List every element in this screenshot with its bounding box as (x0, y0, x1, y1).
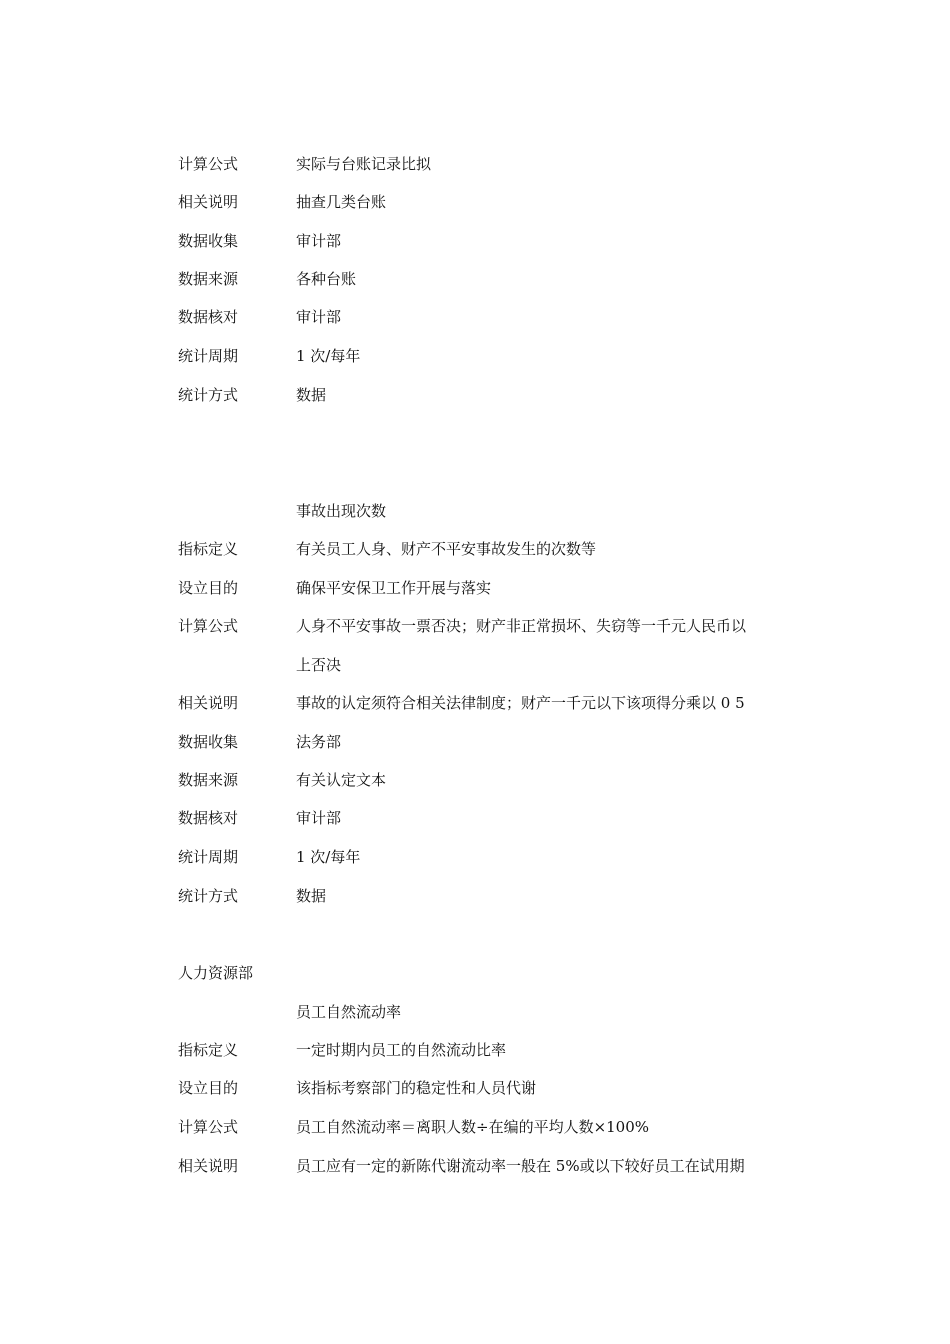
row-value: 上否决 (296, 656, 342, 674)
indicator-title (0, 1001, 950, 1023)
row-value: 1 次/每年 (296, 347, 361, 365)
department-heading (0, 962, 950, 984)
row-label: 数据来源 (178, 771, 239, 789)
row-label: 数据核对 (178, 308, 239, 326)
table-row (0, 807, 950, 829)
row-label: 数据核对 (178, 809, 239, 827)
row-label: 指标定义 (178, 540, 239, 558)
row-label: 计算公式 (178, 1118, 239, 1136)
table-row (0, 885, 950, 907)
table-row (0, 191, 950, 213)
row-label: 设立目的 (178, 1079, 239, 1097)
row-value: 该指标考察部门的稳定性和人员代谢 (296, 1079, 537, 1097)
row-label: 统计周期 (178, 347, 239, 365)
row-value: 确保平安保卫工作开展与落实 (296, 579, 492, 597)
table-row (0, 1077, 950, 1099)
row-value: 员工自然流动率＝离职人数÷在编的平均人数×100% (296, 1118, 650, 1136)
row-label: 统计周期 (178, 848, 239, 866)
row-value: 各种台账 (296, 270, 357, 288)
row-label: 数据收集 (178, 733, 239, 751)
row-value: 法务部 (296, 733, 342, 751)
row-value: 有关认定文本 (296, 771, 387, 789)
indicator-title-text: 事故出现次数 (296, 502, 387, 520)
table-row (0, 1155, 950, 1177)
row-value: 审计部 (296, 232, 342, 250)
row-label: 设立目的 (178, 579, 239, 597)
table-row (0, 846, 950, 868)
row-label: 相关说明 (178, 694, 239, 712)
table-row (0, 306, 950, 328)
row-label: 相关说明 (178, 193, 239, 211)
indicator-title (0, 500, 950, 522)
table-row (0, 1039, 950, 1061)
row-value: 数据 (296, 386, 327, 404)
row-value: 数据 (296, 887, 327, 905)
table-row (0, 230, 950, 252)
row-value: 审计部 (296, 308, 342, 326)
row-value: 一定时期内员工的自然流动比率 (296, 1041, 507, 1059)
table-row (0, 731, 950, 753)
table-row (0, 577, 950, 599)
table-row (0, 268, 950, 290)
row-value: 审计部 (296, 809, 342, 827)
row-label: 数据收集 (178, 232, 239, 250)
row-label: 指标定义 (178, 1041, 239, 1059)
row-label: 统计方式 (178, 887, 239, 905)
row-label: 数据来源 (178, 270, 239, 288)
row-label: 相关说明 (178, 1157, 239, 1175)
table-row (0, 345, 950, 367)
table-row (0, 384, 950, 406)
table-row (0, 692, 950, 714)
row-label: 计算公式 (178, 155, 239, 173)
table-row (0, 538, 950, 560)
row-value: 有关员工人身、财产不平安事故发生的次数等 (296, 540, 597, 558)
indicator-title-text: 员工自然流动率 (296, 1003, 402, 1021)
row-value: 员工应有一定的新陈代谢流动率一般在 5%或以下较好员工在试用期 (296, 1157, 745, 1175)
row-value: 抽查几类台账 (296, 193, 387, 211)
table-row-continuation (0, 654, 950, 676)
row-value: 人身不平安事故一票否决；财产非正常损坏、失窃等一千元人民币以 (296, 617, 747, 635)
department-heading-text: 人力资源部 (178, 964, 254, 982)
table-row (0, 1116, 950, 1138)
row-label: 统计方式 (178, 386, 239, 404)
table-row (0, 769, 950, 791)
table-row (0, 153, 950, 175)
row-value: 1 次/每年 (296, 848, 361, 866)
row-value: 实际与台账记录比拟 (296, 155, 432, 173)
table-row (0, 615, 950, 637)
row-label: 计算公式 (178, 617, 239, 635)
row-value: 事故的认定须符合相关法律制度；财产一千元以下该项得分乘以 0 5 (296, 694, 745, 712)
